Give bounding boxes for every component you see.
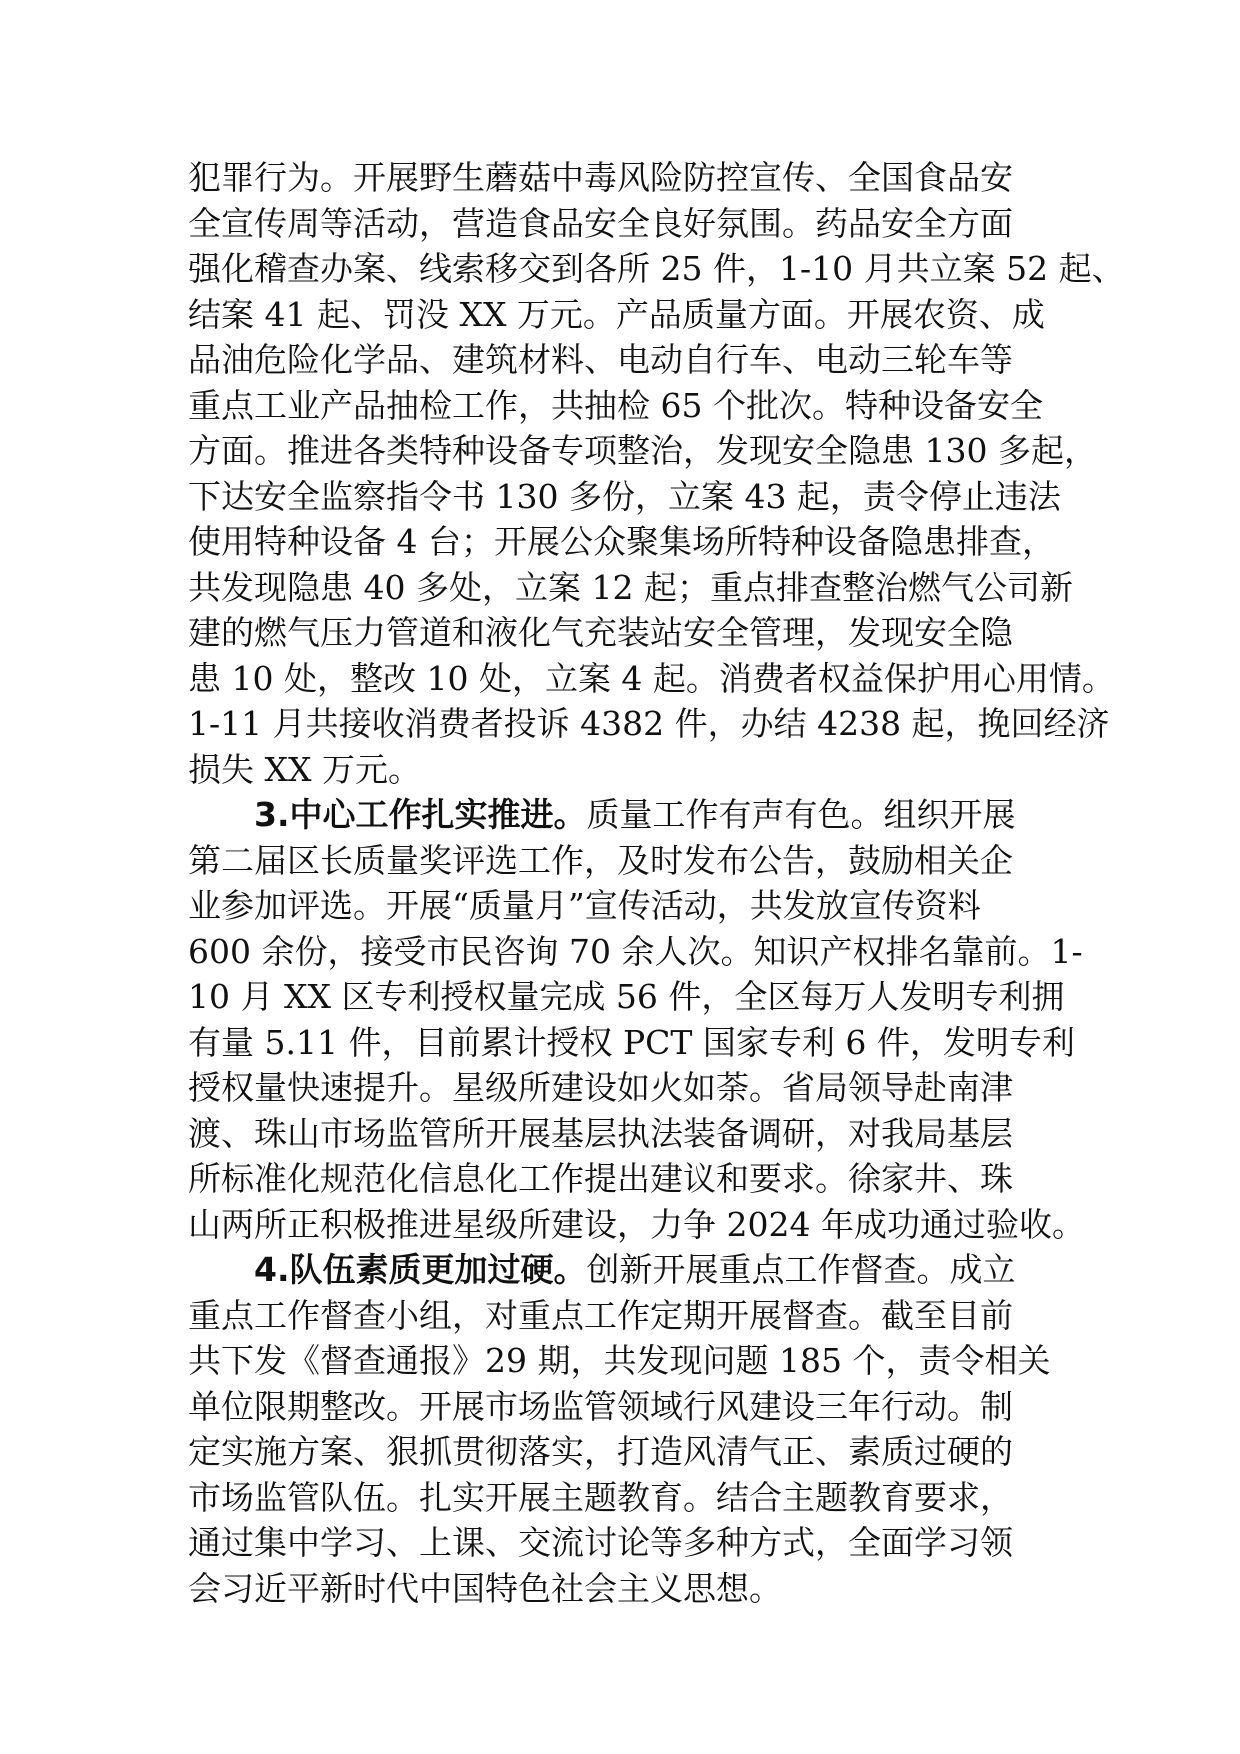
text-line: 第二届区长质量奖评选工作，及时发布公告，鼓励相关企 [188,840,1013,880]
text-line: 定实施方案、狠抓贯彻落实，打造风清气正、素质过硬的 [188,1432,1013,1471]
text-line: 品油危险化学品、建筑材料、电动自行车、电动三轮车等 [188,340,1013,379]
text-line: 使用特种设备 4 台；开展公众聚集场所特种设备隐患排查， [188,522,1055,561]
text-line: 有量 5.11 件，目前累计授权 PCT 国家专利 6 件，发明专利 [188,1022,1075,1062]
section-4-first-line-text: 创新开展重点工作督查。成立 [586,1250,1016,1289]
section-4-heading: 4.队伍素质更加过硬。 [254,1250,587,1289]
text-line: 会习近平新时代中国特色社会主义思想。 [188,1568,782,1608]
text-line: 全宣传周等活动，营造食品安全良好氛围。药品安全方面 [188,203,1013,243]
paragraph-section-3 [188,792,1085,1247]
text-line: 损失 XX 万元。 [188,749,421,789]
text-line: 犯罪行为。开展野生蘑菇中毒风险防控宣传、全国食品安 [188,158,1013,197]
text-line: 结案 41 起、罚没 XX 万元。产品质量方面。开展农资、成 [188,294,1045,334]
text-line: 强化稽查办案、线索移交到各所 25 件，1-10 月共立案 52 起、 [188,249,1125,288]
text-line: 共发现隐患 40 多处，立案 12 起；重点排查整治燃气公司新 [188,567,1073,607]
text-line: 建的燃气压力管道和液化气充装站安全管理，发现安全隐 [188,613,1013,652]
section-3-first-line [188,792,1064,838]
text-line: 重点工作督查小组，对重点工作定期开展督查。截至目前 [188,1295,1013,1335]
section-3-heading: 3.中心工作扎实推进。 [254,795,587,834]
paragraph-continuation [188,155,1125,792]
text-line: 1-11 月共接收消费者投诉 4382 件，办结 4238 起，挽回经济 [188,704,1110,743]
text-line: 业参加评选。开展“质量月”宣传活动，共发放宣传资料 [188,886,981,925]
text-line: 患 10 处，整改 10 处，立案 4 起。消费者权益保护用心用情。 [188,658,1115,698]
text-line: 共下发《督查通报》29 期，共发现问题 185 个，责令相关 [188,1341,1051,1380]
document-body [188,155,1125,1611]
text-line: 单位限期整改。开展市场监管领域行风建设三年行动。制 [188,1386,1013,1426]
text-line: 授权量快速提升。星级所建设如火如荼。省局领导赴南津 [188,1068,1013,1107]
paragraph-section-4 [188,1247,1064,1611]
text-line: 重点工业产品抽检工作，共抽检 65 个批次。特种设备安全 [188,385,1043,425]
text-line: 山两所正积极推进星级所建设，力争 2024 年成功通过验收。 [188,1204,1085,1244]
text-line: 下达安全监察指令书 130 多份，立案 43 起，责令停止违法 [188,476,1061,516]
text-line: 10 月 XX 区专利授权量完成 56 件，全区每万人发明专利拥 [188,977,1065,1016]
text-line: 市场监管队伍。扎实开展主题教育。结合主题教育要求， [188,1477,1013,1517]
section-4-first-line [188,1247,1064,1293]
text-line: 渡、珠山市场监管所开展基层执法装备调研，对我局基层 [188,1113,1013,1153]
text-line: 所标准化规范化信息化工作提出建议和要求。徐家井、珠 [188,1159,1013,1198]
text-line: 通过集中学习、上课、交流讨论等多种方式，全面学习领 [188,1523,1013,1562]
section-3-first-line-text: 质量工作有声有色。组织开展 [586,795,1016,834]
text-line: 方面。推进各类特种设备专项整治，发现安全隐患 130 多起， [188,431,1097,470]
text-line: 600 余份，接受市民咨询 70 余人次。知识产权排名靠前。1- [188,931,1083,971]
